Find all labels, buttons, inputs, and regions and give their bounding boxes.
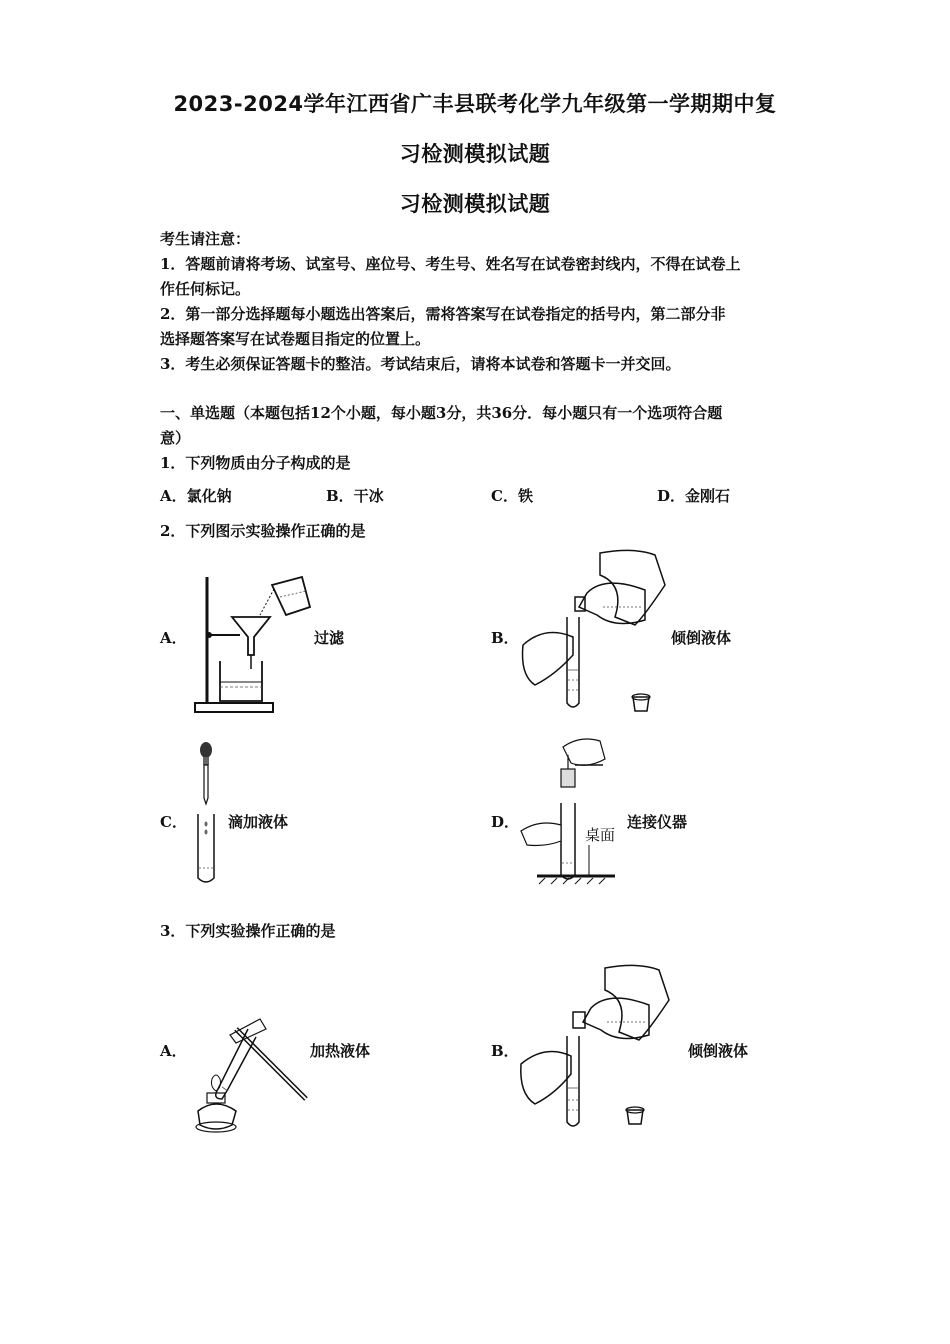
question-3-stem: 3．下列实验操作正确的是	[160, 922, 336, 940]
q1-option-a[interactable]: A．氯化钠	[160, 487, 232, 505]
q2-b-caption: 倾倒液体	[671, 629, 732, 647]
connecting-apparatus-figure	[515, 735, 620, 885]
notice-item-2a: 2．第一部分选择题每小题选出答案后，需将答案写在试卷指定的括号内，第二部分非	[160, 305, 726, 323]
q2-c-caption: 滴加液体	[228, 813, 289, 831]
q3-option-a[interactable]: A．	[160, 1042, 187, 1060]
section-heading-cont: 意）	[160, 429, 191, 447]
pouring-liquid-figure-2	[515, 960, 675, 1135]
desk-label: 桌面	[585, 826, 616, 844]
q3-b-caption: 倾倒液体	[688, 1042, 749, 1060]
section-heading: 一、单选题（本题包括12个小题，每小题3分，共36分．每小题只有一个选项符合题	[160, 404, 723, 422]
q1-option-b[interactable]: B．干冰	[326, 487, 384, 505]
q1-option-c[interactable]: C．铁	[491, 487, 533, 505]
notice-item-2b: 选择题答案写在试卷题目指定的位置上。	[160, 330, 431, 348]
question-1-stem: 1．下列物质由分子构成的是	[160, 454, 351, 472]
heating-liquid-figure	[190, 1015, 310, 1135]
q1-option-d[interactable]: D．金刚石	[657, 487, 731, 505]
exam-title-line-3: 习检测模拟试题	[399, 192, 551, 216]
notice-item-3: 3．考生必须保证答题卡的整洁。考试结束后，请将本试卷和答题卡一并交回。	[160, 355, 681, 373]
exam-title-line-1: 2023-2024学年江西省广丰县联考化学九年级第一学期期中复	[173, 92, 777, 116]
q3-option-b[interactable]: B．	[491, 1042, 519, 1060]
q2-option-b[interactable]: B．	[491, 629, 519, 647]
q2-a-caption: 过滤	[314, 629, 345, 647]
notice-heading: 考生请注意：	[160, 230, 251, 248]
q3-a-caption: 加热液体	[310, 1042, 371, 1060]
pouring-liquid-figure	[515, 545, 670, 720]
q2-option-d[interactable]: D．	[491, 813, 520, 831]
dropper-figure	[192, 740, 222, 888]
filtration-figure	[190, 565, 320, 720]
exam-title-line-2: 习检测模拟试题	[399, 142, 551, 166]
q2-option-a[interactable]: A．	[160, 629, 187, 647]
notice-item-1b: 作任何标记。	[160, 280, 251, 298]
notice-item-1a: 1．答题前请将考场、试室号、座位号、考生号、姓名写在试卷密封线内，不得在试卷上	[160, 255, 741, 273]
q2-option-c[interactable]: C．	[160, 813, 187, 831]
question-2-stem: 2．下列图示实验操作正确的是	[160, 522, 366, 540]
q2-d-caption: 连接仪器	[627, 813, 688, 831]
